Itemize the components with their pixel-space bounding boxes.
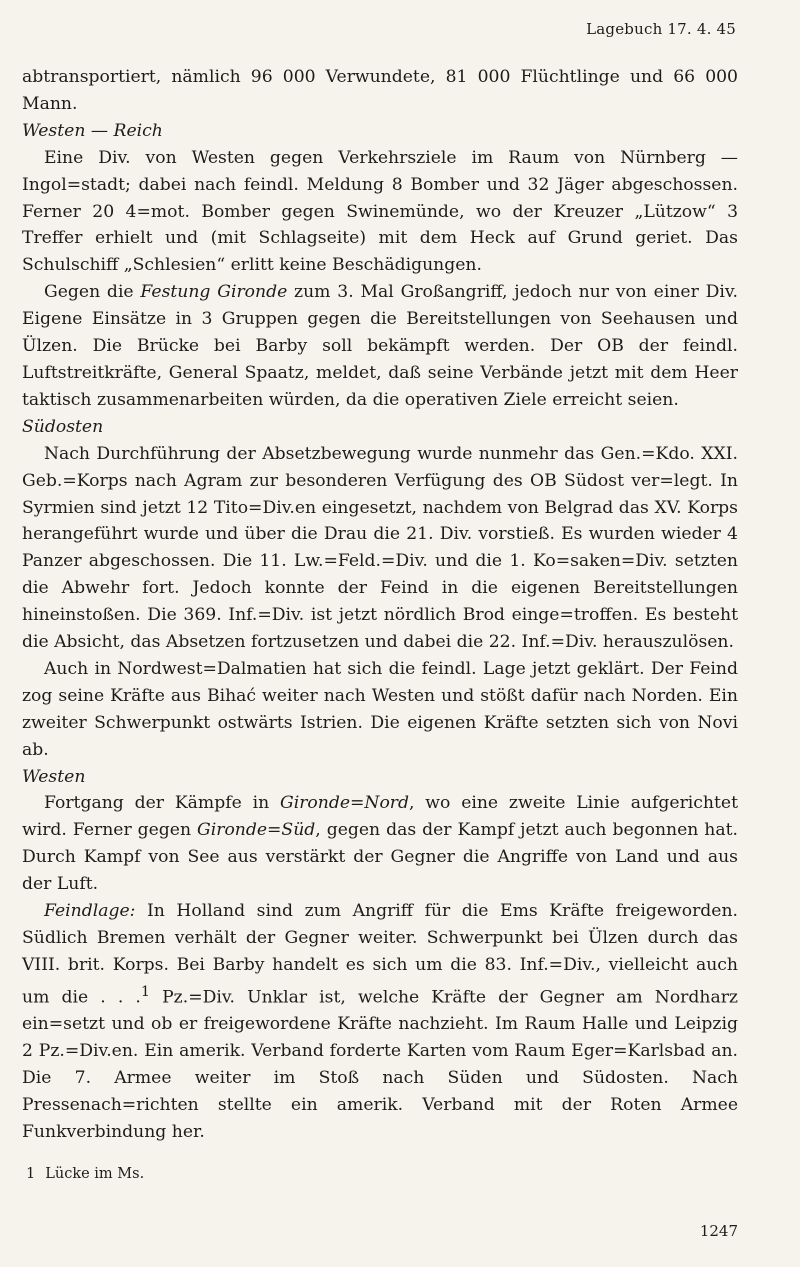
footnote-mark: 1 — [26, 1166, 36, 1182]
paragraph: Auch in Nordwest=Dalmatien hat sich die feindl. Lage jetzt geklärt. Der Feind zog seine Kräfte aus Bihać weiter nach Westen und stößt dafür nach Norden. Ein zweiter Schwerpunkt ostwärts Istrien. Die eigenen Kräfte setzten sich von Novi ab. — [22, 658, 738, 760]
section-heading-suedosten: Südosten — [22, 416, 104, 437]
section-heading-westen: Westen — [22, 766, 86, 787]
feindlage-label: Feindlage: — [44, 901, 136, 922]
footnote — [26, 1166, 144, 1182]
continuation-paragraph: abtransportiert, nämlich 96 000 Verwundete, 81 000 Flüchtlinge und 66 000 Mann. — [22, 67, 738, 114]
body-text — [22, 64, 738, 1146]
running-header: Lagebuch 17. 4. 45 — [586, 20, 736, 38]
italic-term: Festung Gironde — [140, 282, 288, 303]
footnote-reference: 1 — [140, 983, 150, 1000]
paragraph: Gegen die Festung Gironde zum 3. Mal Großangriff, jedoch nur von einer Div. Eigene Einsätze in 3 Gruppen gegen die Bereitstellungen von Seehausen und Ülzen. Die Brücke bei Barby soll bekämpft werden. Der OB der feindl. Luftstreitkräfte, General Spaatz, meldet, daß seine Verbände jetzt mit dem Heer taktisch zusammenarbeiten würden, da die operativen Ziele erreicht seien. — [22, 282, 738, 410]
section-heading-westen-reich: Westen — Reich — [22, 120, 163, 141]
footnote-text: Lücke im Ms. — [45, 1166, 145, 1182]
paragraph: Nach Durchführung der Absetzbewegung wurde nunmehr das Gen.=Kdo. XXI. Geb.=Korps nach Agram zur besonderen Verfügung des OB Südost ver=legt. In Syrmien sind jetzt 12 Tito=Div.en eingesetzt, nachdem von Belgrad das XV. Korps herangeführt wurde und über die Drau die 21. Div. vorstieß. Es wurden wieder 4 Panzer abgeschossen. Die 11. Lw.=Feld.=Div. und die 1. Ko=saken=Div. setzten die Abwehr fort. Jedoch konnte der Feind in die eigenen Bereitstellungen hineinstoßen. Die 369. Inf.=Div. ist jetzt nördlich Brod einge=troffen. Es besteht die Absicht, das Absetzen fortzusetzen und dabei die 22. Inf.=Div. herauszulösen. — [22, 443, 738, 653]
paragraph: Fortgang der Kämpfe in Gironde=Nord, wo eine zweite Linie aufgerichtet wird. Ferner gegen Gironde=Süd, gegen das der Kampf jetzt auch begonnen hat. Durch Kampf von See aus verstärkt der Gegner die Angriffe von Land und aus der Luft. — [22, 793, 738, 895]
page-number: 1247 — [699, 1222, 738, 1240]
italic-term: Gironde=Nord — [279, 793, 410, 814]
paragraph: Eine Div. von Westen gegen Verkehrsziele im Raum von Nürnberg — Ingol=stadt; dabei nach feindl. Meldung 8 Bomber und 32 Jäger abgeschossen. Ferner 20 4=mot. Bomber gegen Swinemünde, wo der Kreuzer „Lützow“ 3 Treffer erhielt und (mit Schlagseite) mit dem Heck auf Grund geriet. Das Schulschiff „Schlesien“ erlitt keine Beschädigungen. — [22, 147, 738, 276]
italic-term: Gironde=Süd — [197, 820, 316, 841]
paragraph: Feindlage: In Holland sind zum Angriff für die Ems Kräfte freigeworden. Südlich Bremen verhält der Gegner weiter. Schwerpunkt bei Ülzen durch das VIII. brit. Korps. Bei Barby handelt es sich um die 83. Inf.=Div., vielleicht auch um die . . .$^1$ Pz.=Div. Unklar ist, welche Kräfte der Gegner am Nordharz ein=setzt und ob er freigewordene Kräfte nachzieht. Im Raum Halle und Leipzig 2 Pz.=Div.en. Ein amerik. Verband forderte Karten vom Raum Eger=Karlsbad an. Die 7. Armee weiter im Stoß nach Süden und Südosten. Nach Pressenach=richten stellte ein amerik. Verband mit der Roten Armee Funkverbindung her. — [22, 901, 738, 1143]
